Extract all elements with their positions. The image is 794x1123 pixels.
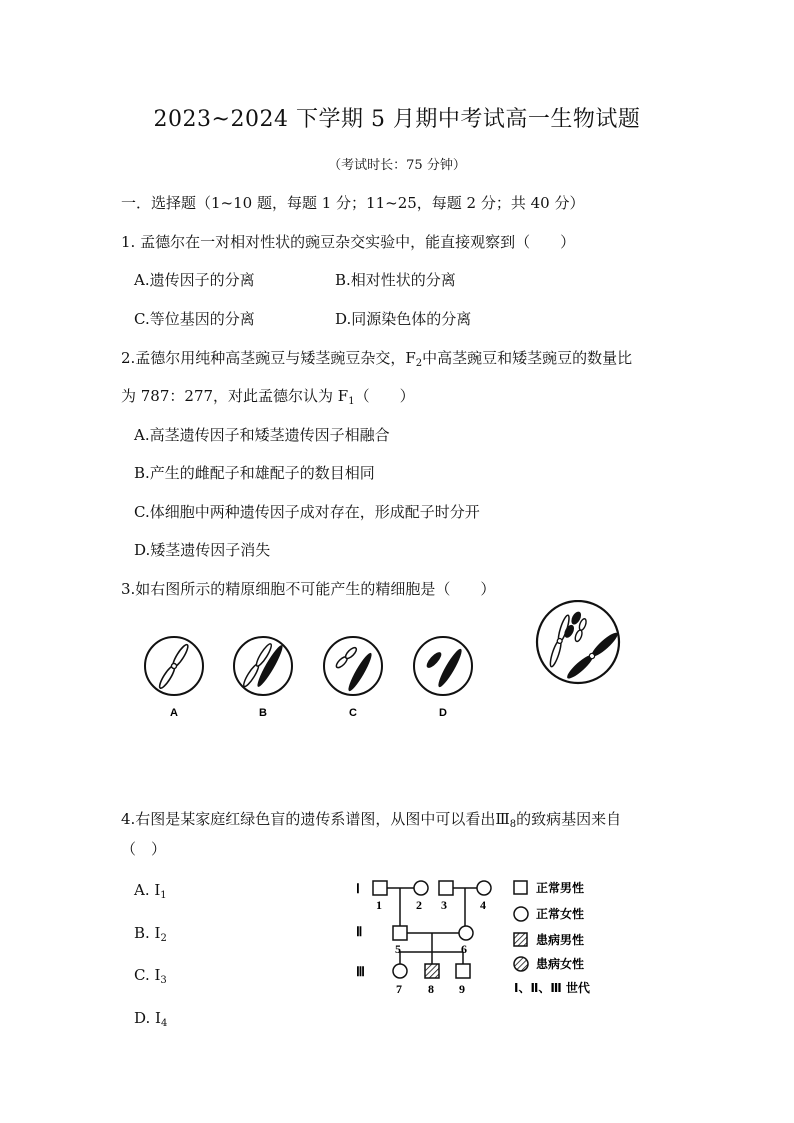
q1-option-c: C.等位基因的分离 <box>134 310 255 328</box>
q4-option-c-label: C. Ⅰ <box>134 966 161 984</box>
legend-affected-female-icon <box>514 957 528 971</box>
q2-stem-line2 <box>121 385 415 407</box>
exam-duration: （考试时长：75 分钟） <box>328 158 466 173</box>
pedigree-individual-8-affected <box>425 964 439 978</box>
pedigree-number-6: 6 <box>461 942 467 956</box>
q2-stem-line2-text: 为 787：277，对此孟德尔认为 F <box>121 387 349 405</box>
q2-option-c: C.体细胞中两种遗传因子成对存在，形成配子时分开 <box>134 503 480 521</box>
legend-normal-male-icon <box>514 881 527 894</box>
pedigree-chart <box>350 870 630 1005</box>
q2-option-a: A.高茎遗传因子和矮茎遗传因子相融合 <box>134 426 390 444</box>
cell-b <box>234 637 292 719</box>
q2-stem-text: 2.孟德尔用纯种高茎豌豆与矮茎豌豆杂交，F <box>121 349 416 367</box>
generation-label-2: Ⅱ <box>356 924 363 939</box>
q4-option-c <box>134 966 167 986</box>
section-heading: 一．选择题（1~10 题，每题 1 分；11~25，每题 2 分；共 40 分） <box>121 194 585 212</box>
q4-option-b-label: B. Ⅰ <box>134 924 161 942</box>
cell-c <box>324 637 382 719</box>
q4-stem-text-2: 的致病基因来自 <box>516 810 622 828</box>
pedigree-number-7: 7 <box>396 982 402 996</box>
generation-label-3: Ⅲ <box>356 964 365 979</box>
q2-stem-line1 <box>121 347 632 369</box>
legend-affected-male-icon <box>514 933 527 946</box>
exam-title: 2023~2024 下学期 5 月期中考试高一生物试题 <box>153 107 641 132</box>
pedigree-individual-9 <box>456 964 470 978</box>
cell-a <box>145 637 203 719</box>
q4-subscript: 8 <box>509 819 517 830</box>
q2-option-b: B.产生的雌配子和雄配子的数目相同 <box>134 464 375 482</box>
q2-option-d: D.矮茎遗传因子消失 <box>134 541 271 559</box>
q4-stem-line2: （ ） <box>121 840 167 858</box>
legend-generations: Ⅰ、Ⅱ、Ⅲ 世代 <box>514 981 590 995</box>
q4-stem-text: 4.右图是某家庭红绿色盲的遗传系谱图，从图中可以看出Ⅲ <box>121 810 510 828</box>
q4-stem-line1 <box>121 808 621 830</box>
q4-option-d-sub: 4 <box>160 1018 168 1029</box>
q4-option-b <box>134 924 167 944</box>
q4-option-d <box>134 1009 167 1029</box>
q2-subscript-f1: 1 <box>348 396 355 407</box>
q2-stem-text-2: 中高茎豌豆和矮茎豌豆的数量比 <box>422 349 633 367</box>
legend-affected-female: 患病女性 <box>536 957 585 971</box>
pedigree-number-3: 3 <box>441 898 447 912</box>
legend-normal-female-icon <box>514 907 528 921</box>
q4-option-c-sub: 3 <box>160 975 167 986</box>
pedigree-number-8: 8 <box>428 982 434 996</box>
q4-option-a <box>134 881 167 901</box>
pedigree-number-4: 4 <box>480 898 486 912</box>
pedigree-number-5: 5 <box>395 942 401 956</box>
q4-option-d-label: D. Ⅰ <box>134 1009 161 1027</box>
q1-option-a: A.遗传因子的分离 <box>134 271 255 289</box>
q4-option-a-sub: 1 <box>160 890 167 901</box>
pedigree-individual-5 <box>393 926 407 940</box>
legend-normal-female: 正常女性 <box>536 907 585 921</box>
q4-option-b-sub: 2 <box>160 933 167 944</box>
q1-option-b: B.相对性状的分离 <box>335 271 456 289</box>
q4-option-a-label: A. Ⅰ <box>134 881 161 899</box>
pedigree-individual-4 <box>477 881 491 895</box>
pedigree-number-2: 2 <box>416 898 422 912</box>
pedigree-individual-2 <box>414 881 428 895</box>
pedigree-individual-1 <box>373 881 387 895</box>
legend-normal-male: 正常男性 <box>536 881 585 895</box>
spermatogonium-cell <box>537 601 620 683</box>
pedigree-number-1: 1 <box>376 898 382 912</box>
q2-subscript: 2 <box>415 358 423 369</box>
q3-cell-diagrams <box>120 600 640 730</box>
cell-d-label: D <box>439 707 447 719</box>
q1-stem: 1. 孟德尔在一对相对性状的豌豆杂交实验中，能直接观察到（ ） <box>121 233 576 251</box>
pedigree-individual-6 <box>459 926 473 940</box>
q2-stem-line2-paren: （ ） <box>354 387 415 405</box>
pedigree-number-9: 9 <box>459 982 465 996</box>
generation-label-1: Ⅰ <box>356 881 360 896</box>
cell-b-label: B <box>259 707 267 719</box>
cell-d <box>414 637 472 719</box>
q3-stem: 3.如右图所示的精原细胞不可能产生的精细胞是（ ） <box>121 580 496 598</box>
cell-a-label: A <box>170 707 178 719</box>
pedigree-individual-3 <box>439 881 453 895</box>
legend-affected-male: 患病男性 <box>536 933 585 947</box>
pedigree-individual-7 <box>393 964 407 978</box>
q1-option-d: D.同源染色体的分离 <box>335 310 472 328</box>
cell-c-label: C <box>349 707 357 719</box>
